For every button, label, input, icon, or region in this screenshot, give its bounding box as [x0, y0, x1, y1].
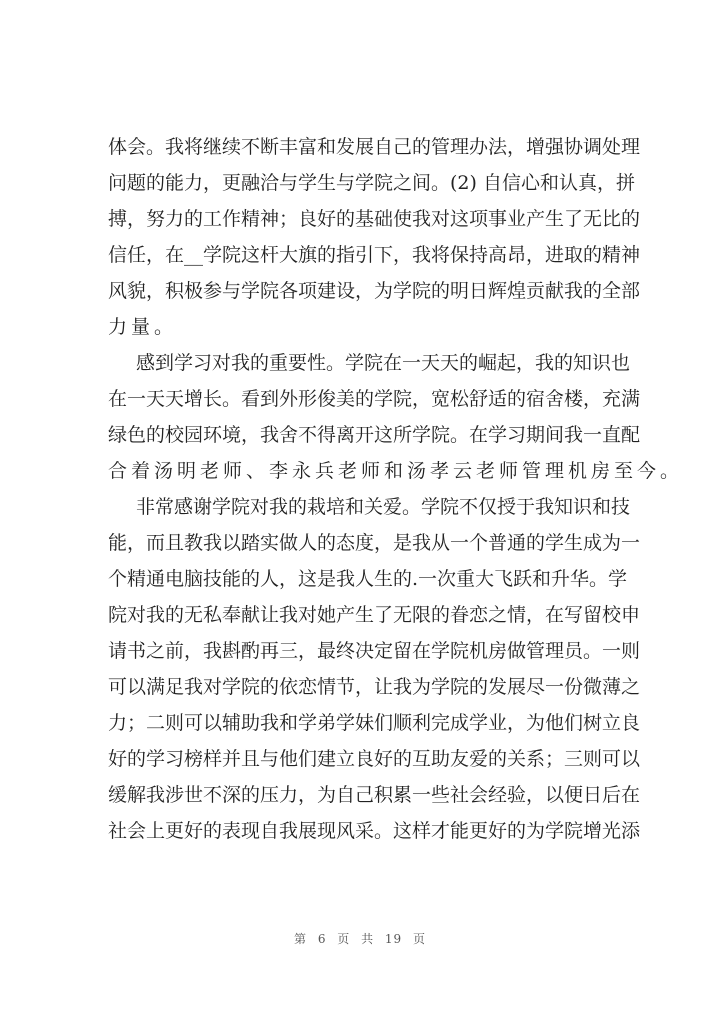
- text-line: 好的学习榜样并且与他们建立良好的互助友爱的关系；三则可以: [108, 748, 641, 770]
- text-line: 缓解我涉世不深的压力，为自己积累一些社会经验，以便日后在: [108, 784, 641, 806]
- text-line: 力；二则可以辅助我和学弟学妹们顺利完成学业，为他们树立良: [108, 712, 641, 734]
- text-line: 请书之前，我斟酌再三，最终决定留在学院机房做管理员。一则: [108, 640, 641, 662]
- paragraph-start-line: 非常感谢学院对我的栽培和关爱。学院不仅授于我知识和技: [136, 496, 631, 518]
- text-line: 社会上更好的表现自我展现风采。这样才能更好的为学院增光添: [108, 820, 641, 842]
- text-line: 能，而且教我以踏实做人的态度，是我从一个普通的学生成为一: [108, 532, 641, 554]
- text-line: 个精通电脑技能的人，这是我人生的.一次重大飞跃和升华。学: [108, 568, 628, 590]
- text-line: 信任，在__学院这杆大旗的指引下，我将保持高昂，进取的精神: [108, 244, 641, 266]
- text-line: 力量。: [108, 316, 178, 338]
- text-line: 绿色的校园环境，我舍不得离开这所学院。在学习期间我一直配: [108, 424, 641, 446]
- text-line: 合着汤明老师、李永兵老师和汤孝云老师管理机房至今。: [108, 460, 684, 482]
- text-line: 院对我的无私奉献让我对她产生了无限的眷恋之情，在写留校申: [108, 604, 641, 626]
- text-line: 可以满足我对学院的依恋情节，让我为学院的发展尽一份微薄之: [108, 676, 641, 698]
- text-line: 搏，努力的工作精神；良好的基础使我对这项事业产生了无比的: [108, 208, 641, 230]
- text-line: 问题的能力，更融洽与学生与学院之间。(2) 自信心和认真，拼: [108, 172, 635, 194]
- page-number-footer: 第 6 页 共 19 页: [294, 932, 426, 946]
- text-line: 风貌，积极参与学院各项建设，为学院的明日辉煌贡献我的全部: [108, 280, 641, 302]
- text-line: 体会。我将继续不断丰富和发展自己的管理办法，增强协调处理: [108, 136, 641, 158]
- text-line: 在一天天增长。看到外形俊美的学院，宽松舒适的宿舍楼，充满: [108, 388, 641, 410]
- paragraph-start-line: 感到学习对我的重要性。学院在一天天的崛起，我的知识也: [136, 352, 631, 374]
